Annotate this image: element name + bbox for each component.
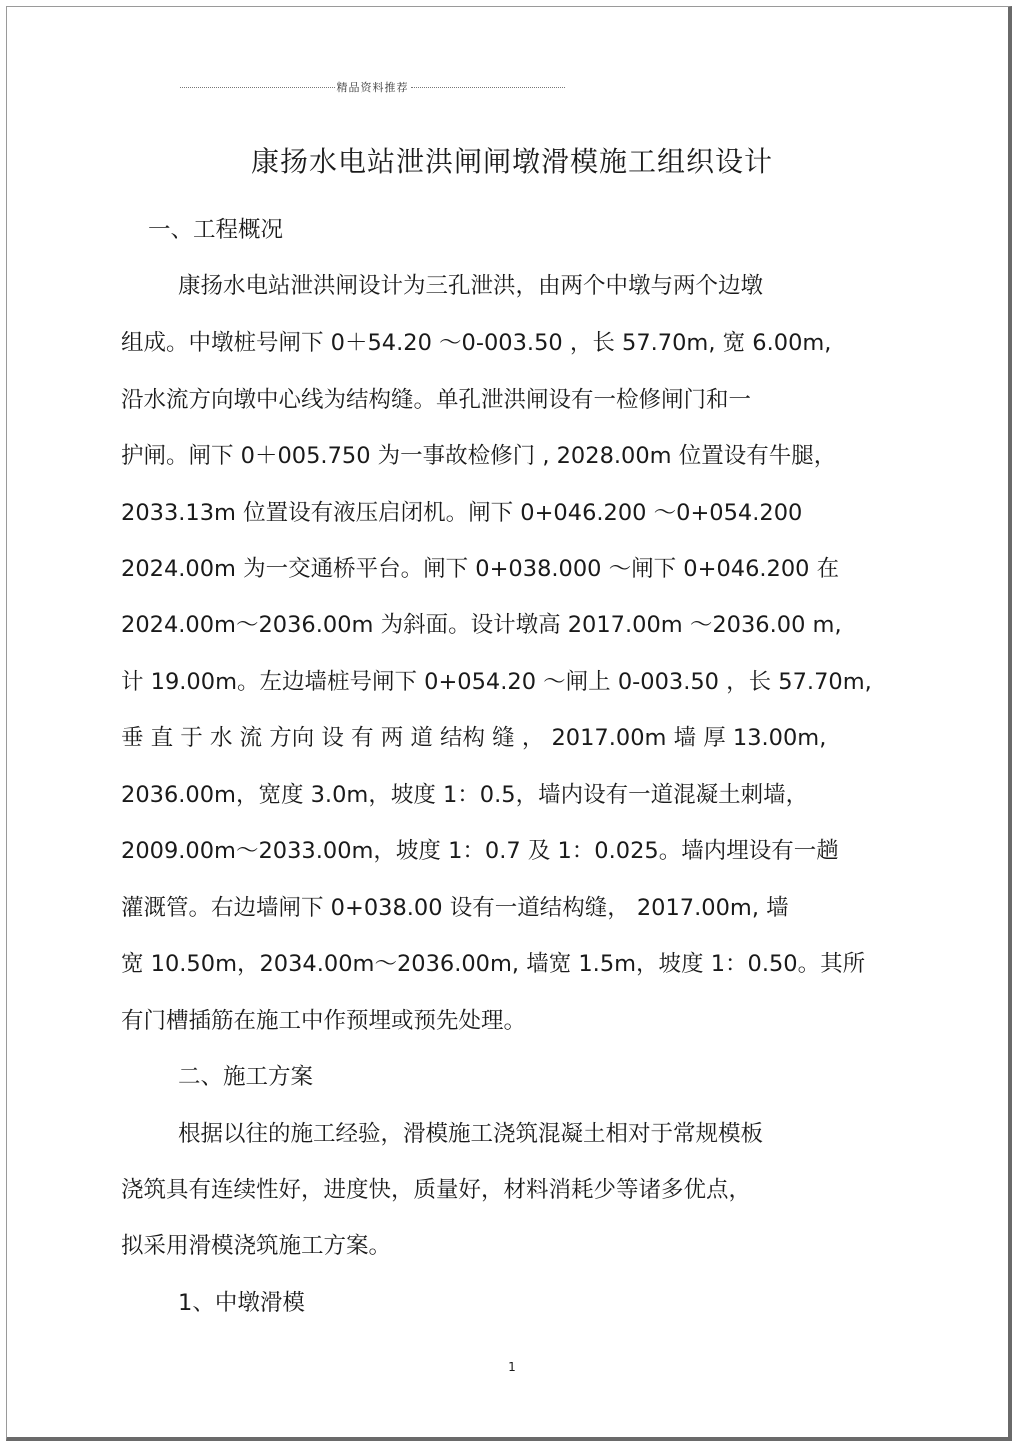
paragraph-line: 康扬水电站泄洪闸设计为三孔泄洪，由两个中墩与两个边墩 <box>178 273 764 299</box>
page-header <box>180 80 565 94</box>
header-dotted-rule <box>411 87 566 88</box>
header-dotted-rule <box>180 87 335 88</box>
paragraph-line: 护闸。闸下 0＋005.750 为一事故检修门 , 2028.00m 位置设有牛腿， <box>121 443 837 469</box>
paragraph-line: 灌溉管。右边墙闸下 0+038.00 设有一道结构缝， 2017.00m, 墙 <box>121 895 789 921</box>
paragraph-line: 垂 直 于 水 流 方向 设 有 两 道 结构 缝 ， 2017.00m 墙 厚 13.00m, <box>121 725 827 751</box>
header-label: 精品资料推荐 <box>336 81 409 94</box>
section-heading-overview: 一、工程概况 <box>148 217 284 243</box>
page-number: 1 <box>508 1360 516 1374</box>
paragraph-line: 拟采用滑模浇筑施工方案。 <box>121 1233 392 1259</box>
paragraph-line: 沿水流方向墩中心线为结构缝。单孔泄洪闸设有一检修闸门和一 <box>121 387 752 413</box>
paragraph-line: 宽 10.50m，2034.00m～2036.00m, 墙宽 1.5m，坡度 1：0.50。其所 <box>121 951 866 977</box>
document-title: 康扬水电站泄洪闸闸墩滑模施工组织设计 <box>250 145 773 178</box>
paragraph-line: 2009.00m～2033.00m，坡度 1：0.7 及 1：0.025。墙内埋设有一趟 <box>121 838 839 864</box>
paragraph-line: 组成。中墩桩号闸下 0＋54.20 ～0-003.50 ，长 57.70m, 宽 6.00m, <box>121 330 832 356</box>
paragraph-line: 2024.00m～2036.00m 为斜面。设计墩高 2017.00m ～2036.00 m, <box>121 612 842 638</box>
paragraph-line: 有门槽插筋在施工中作预埋或预先处理。 <box>121 1008 527 1034</box>
paragraph-line: 浇筑具有连续性好，进度快，质量好，材料消耗少等诸多优点， <box>121 1177 752 1203</box>
section-heading-plan: 二、施工方案 <box>178 1064 314 1090</box>
section-heading-middle-pier: 1、中墩滑模 <box>178 1290 305 1316</box>
paragraph-line: 根据以往的施工经验，滑模施工浇筑混凝土相对于常规模板 <box>178 1121 764 1147</box>
paragraph-line: 2024.00m 为一交通桥平台。闸下 0+038.000 ～闸下 0+046.200 在 <box>121 556 840 582</box>
paragraph-line: 2036.00m，宽度 3.0m，坡度 1：0.5，墙内设有一道混凝土刺墙， <box>121 782 809 808</box>
paragraph-line: 2033.13m 位置设有液压启闭机。闸下 0+046.200 ～0+054.200 <box>121 500 803 526</box>
paragraph-line: 计 19.00m。左边墙桩号闸下 0+054.20 ～闸上 0-003.50 ，长 57.70m, <box>121 669 872 695</box>
